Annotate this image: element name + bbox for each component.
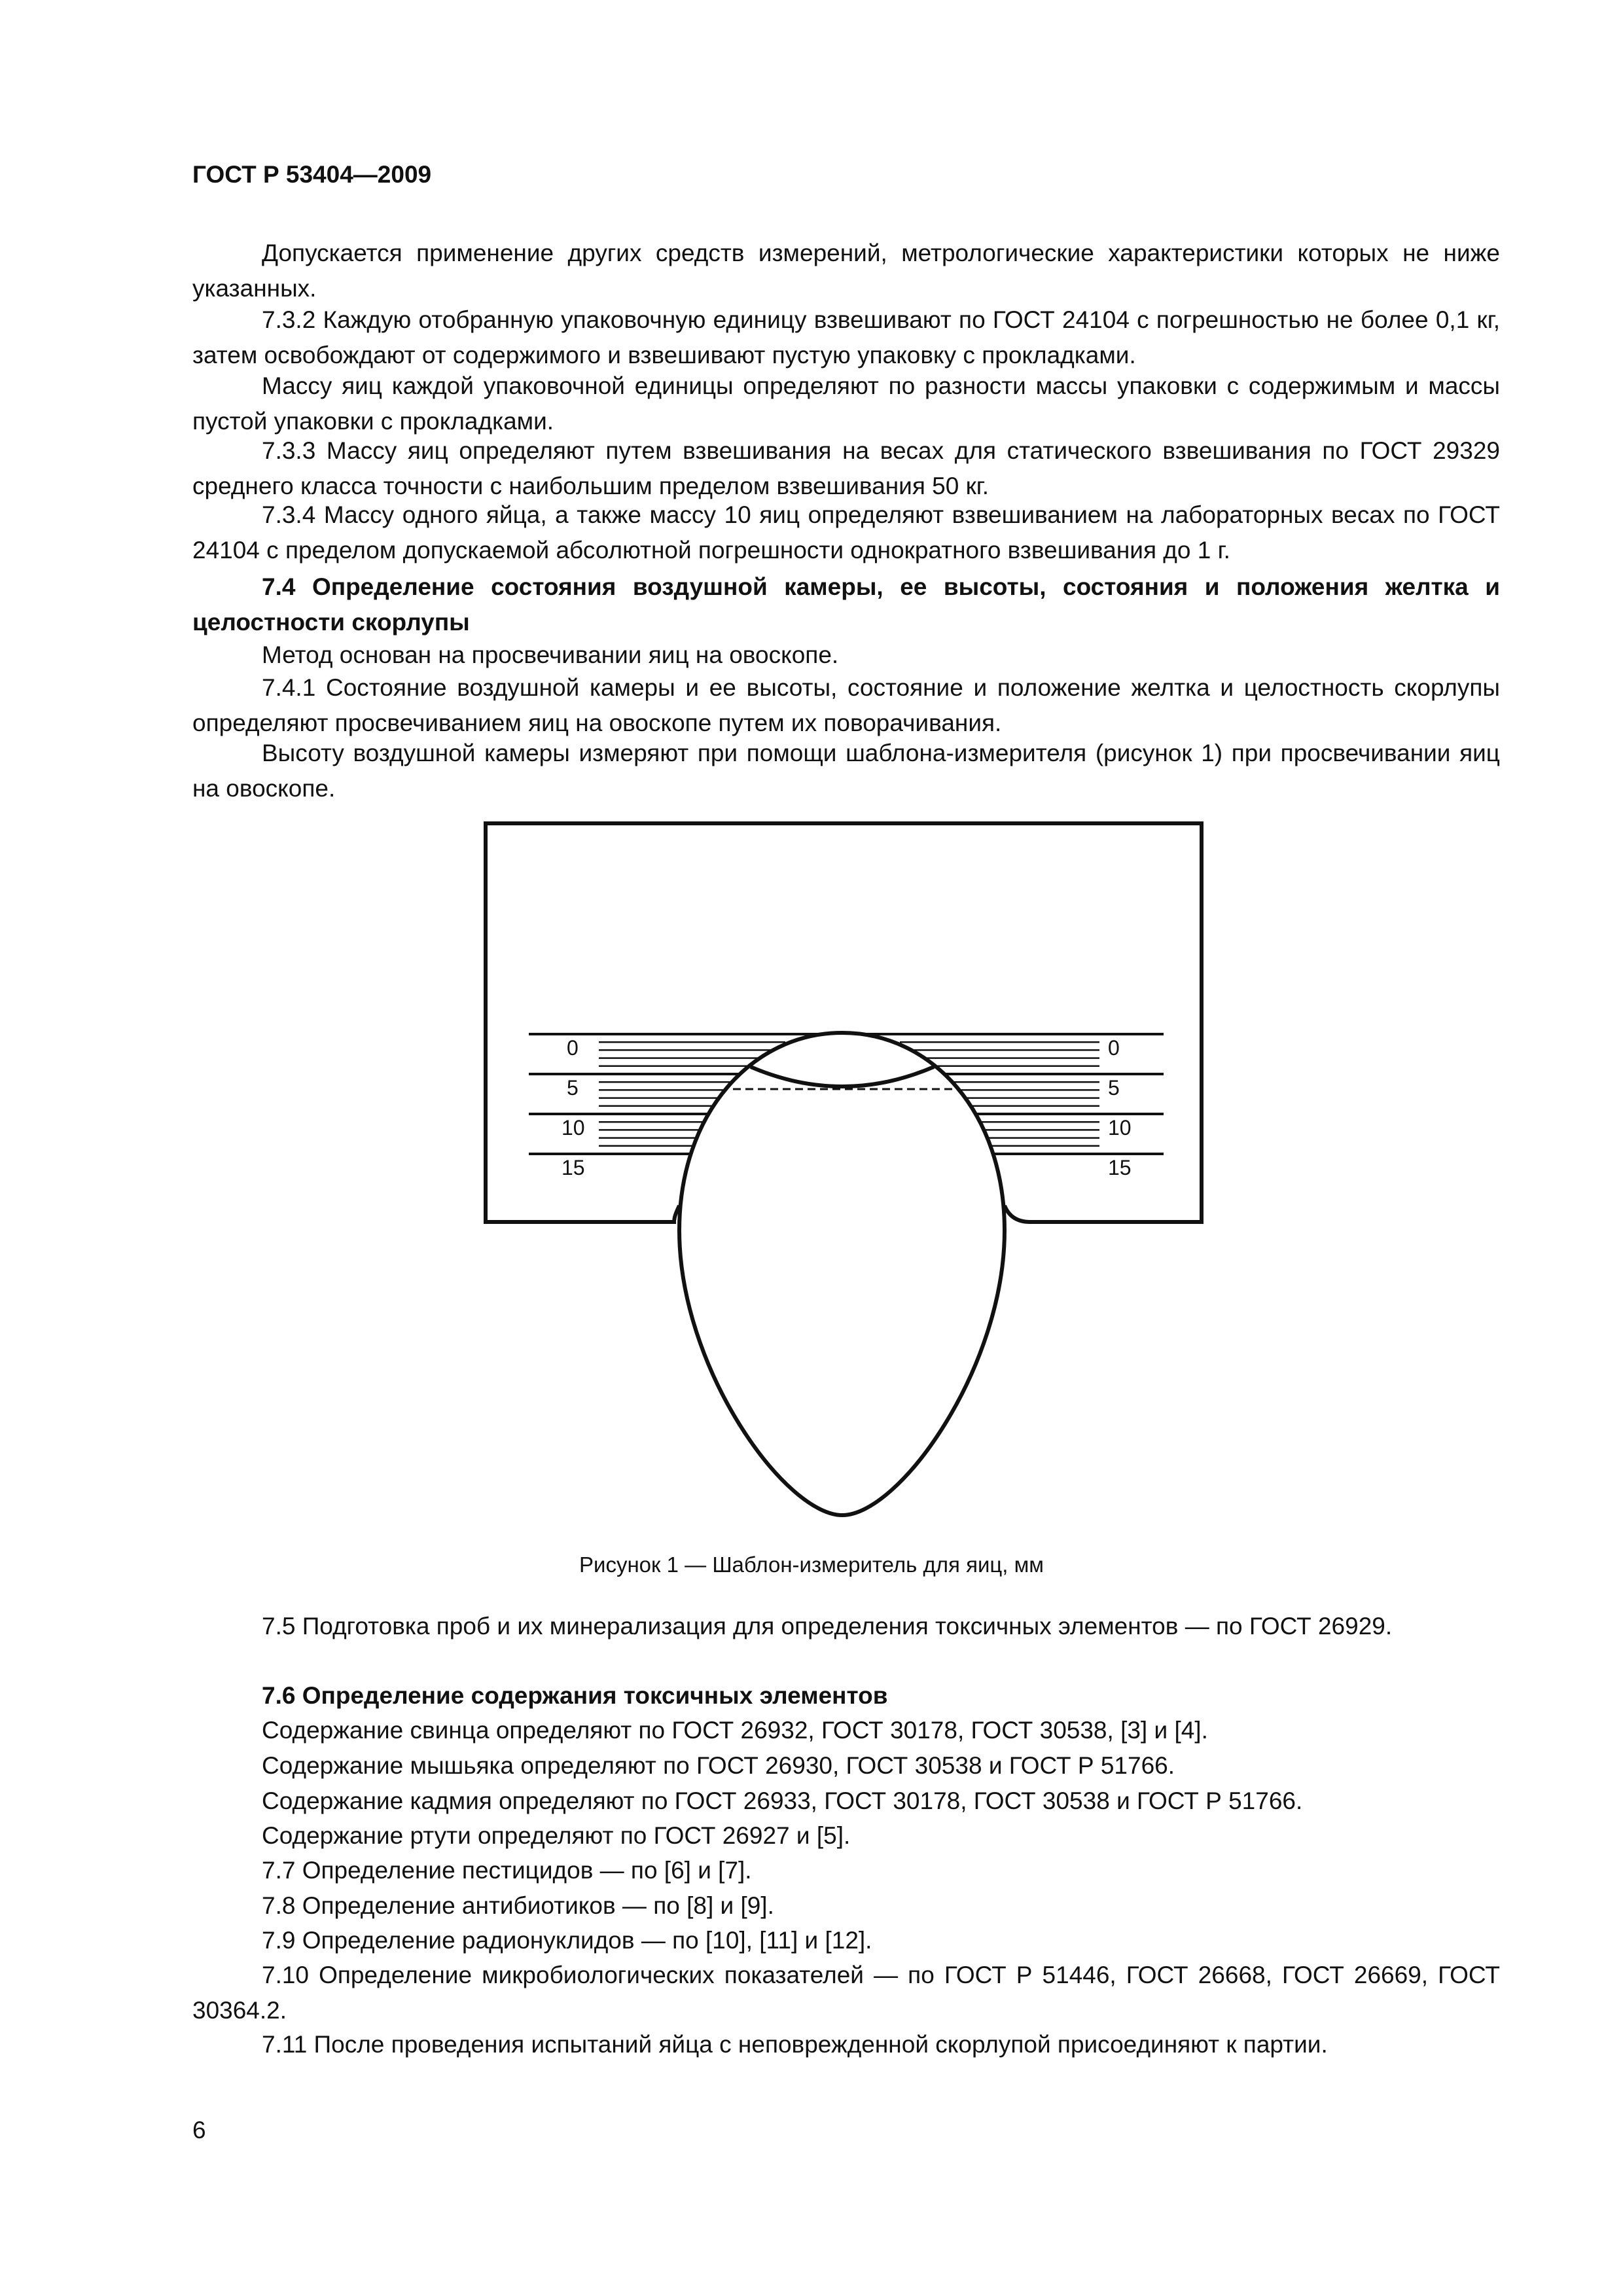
paragraph: 7.3.3 Массу яиц определяют путем взвешивания на весах для статического взвешивания по ГОСТ 29329 среднего класса точности с наибольшим пределом взвешивания 50 кг. — [192, 437, 1500, 499]
paragraph: Содержание свинца определяют по ГОСТ 26932, ГОСТ 30178, ГОСТ 30538, [3] и [4]. — [262, 1717, 1208, 1744]
paragraph: 7.3.2 Каждую отобранную упаковочную единицу взвешивают по ГОСТ 24104 с погрешностью не более 0,1 кг, затем освобождают от содержимого и взвешивают пустую упаковку с прокладками. — [192, 306, 1500, 368]
paragraph: Допускается применение других средств измерений, метрологические характеристики которых не ниже указанных. — [192, 240, 1500, 302]
scale-label: 5 — [567, 1076, 579, 1100]
egg-outline — [679, 1033, 1005, 1515]
page-number: 6 — [192, 2117, 206, 2144]
scale-labels-right — [1108, 1036, 1132, 1179]
paragraph: Содержание ртути определяют по ГОСТ 26927 и [5]. — [262, 1822, 851, 1849]
scale-label: 0 — [1108, 1036, 1120, 1060]
scale-labels-left — [562, 1036, 585, 1179]
figure-caption: Рисунок 1 — Шаблон-измеритель для яиц, мм — [579, 1552, 1044, 1577]
scale-label: 10 — [562, 1116, 585, 1139]
scale-label: 10 — [1108, 1116, 1132, 1139]
document-header: ГОСТ Р 53404—2009 — [192, 161, 432, 188]
section-heading: 7.6 Определение содержания токсичных элементов — [262, 1682, 888, 1709]
scale-label: 15 — [562, 1156, 585, 1179]
paragraph: 7.4.1 Состояние воздушной камеры и ее высоты, состояние и положение желтка и целостность скорлупы определяют просвечиванием яиц на овоскопе путем их поворачивания. — [192, 674, 1500, 736]
paragraph: 7.11 После проведения испытаний яйца с неповрежденной скорлупой присоединяют к партии. — [262, 2031, 1328, 2058]
paragraph: Содержание кадмия определяют по ГОСТ 26933, ГОСТ 30178, ГОСТ 30538 и ГОСТ Р 51766. — [262, 1787, 1303, 1814]
scale-label: 15 — [1108, 1156, 1132, 1179]
paragraph: 7.9 Определение радионуклидов — по [10], [11] и [12]. — [262, 1927, 872, 1954]
paragraph: 7.10 Определение микробиологических показателей — по ГОСТ Р 51446, ГОСТ 26668, ГОСТ 26669, ГОСТ 30364.2. — [192, 1962, 1500, 2024]
scale-label: 0 — [567, 1036, 579, 1060]
paragraph: 7.7 Определение пестицидов — по [6] и [7]. — [262, 1857, 752, 1884]
paragraph: 7.3.4 Массу одного яйца, а также массу 10 яиц определяют взвешиванием на лабораторных весах по ГОСТ 24104 с пределом допускаемой абсолютной погрешности однократного взвешивания до 1 г. — [192, 501, 1500, 564]
paragraph: Метод основан на просвечивании яиц на овоскопе. — [262, 641, 839, 668]
paragraph: Массу яиц каждой упаковочной единицы определяют по разности массы упаковки с содержимым и массы пустой упаковки с прокладками. — [192, 372, 1500, 435]
paragraph: Высоту воздушной камеры измеряют при помощи шаблона-измерителя (рисунок 1) при просвечивании яиц на овоскопе. — [192, 740, 1500, 802]
paragraph: Содержание мышьяка определяют по ГОСТ 26930, ГОСТ 30538 и ГОСТ Р 51766. — [262, 1752, 1175, 1779]
scale-label: 5 — [1108, 1076, 1120, 1100]
paragraph: 7.5 Подготовка проб и их минерализация для определения токсичных элементов — по ГОСТ 26929. — [262, 1613, 1393, 1640]
paragraph: 7.8 Определение антибиотиков — по [8] и [9]. — [262, 1892, 774, 1919]
section-heading: 7.4 Определение состояния воздушной камеры, ее высоты, состояния и положения желтка и целостности скорлупы — [192, 573, 1500, 636]
